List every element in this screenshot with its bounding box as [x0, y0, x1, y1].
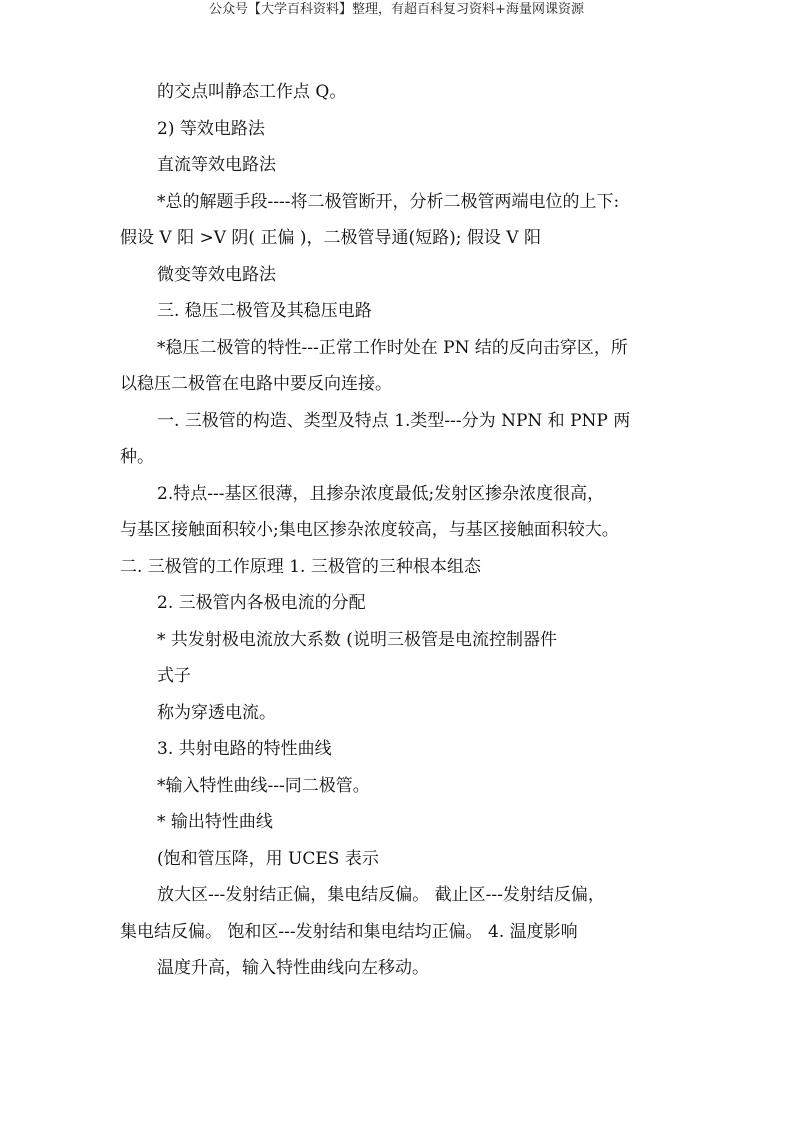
text-line-16: * 共发射极电流放大系数 (说明三极管是电流控制器件 [157, 629, 557, 650]
page-header: 公众号【大学百科资料】整理，有超百科复习资料+海量网课资源 [209, 2, 584, 17]
text-line-22: (饱和管压降，用 UCES 表示 [157, 848, 379, 869]
document-body [120, 78, 680, 991]
text-line-4: *总的解题手段----将二极管断开，分析二极管两端电位的上下: [157, 191, 620, 212]
text-line-19: 3. 共射电路的特性曲线 [157, 739, 332, 759]
text-line-17: 式子 [157, 666, 191, 686]
text-line-12: 2.特点---基区很薄，且掺杂浓度最低;发射区掺杂浓度很高， [157, 483, 605, 504]
text-line-10: 一. 三极管的构造、类型及特点 1.类型---分为 NPN 和 PNP 两 [157, 410, 631, 431]
text-line-8: *稳压二极管的特性---正常工作时处在 PN 结的反向击穿区，所 [157, 337, 628, 358]
text-line-5: 假设 V 阳 >V 阴( 正偏 )，二极管导通(短路); 假设 V 阳 [120, 228, 541, 248]
text-line-23: 放大区---发射结正偏，集电结反偏。 截止区---发射结反偏， [157, 885, 605, 905]
text-line-14: 二. 三极管的工作原理 1. 三极管的三种根本组态 [120, 556, 481, 577]
text-line-1: 的交点叫静态工作点 Q。 [157, 82, 347, 102]
text-line-2: 2) 等效电路法 [157, 118, 265, 139]
text-line-15: 2. 三极管内各极电流的分配 [157, 593, 366, 613]
text-line-25: 温度升高，输入特性曲线向左移动。 [157, 958, 429, 978]
text-line-24: 集电结反偏。 饱和区---发射结和集电结均正偏。 4. 温度影响 [120, 921, 578, 942]
text-line-18: 称为穿透电流。 [157, 702, 276, 723]
text-line-20: *输入特性曲线---同二极管。 [157, 775, 370, 796]
text-line-9: 以稳压二极管在电路中要反向连接。 [120, 374, 392, 394]
text-line-21: * 输出特性曲线 [157, 812, 273, 832]
text-line-11: 种。 [120, 447, 154, 467]
text-line-3: 直流等效电路法 [157, 155, 276, 175]
text-line-13: 与基区接触面积较小;集电区掺杂浓度较高，与基区接触面积较大。 [120, 520, 619, 540]
text-line-6: 微变等效电路法 [157, 264, 276, 285]
text-line-7: 三. 稳压二极管及其稳压电路 [157, 301, 372, 321]
